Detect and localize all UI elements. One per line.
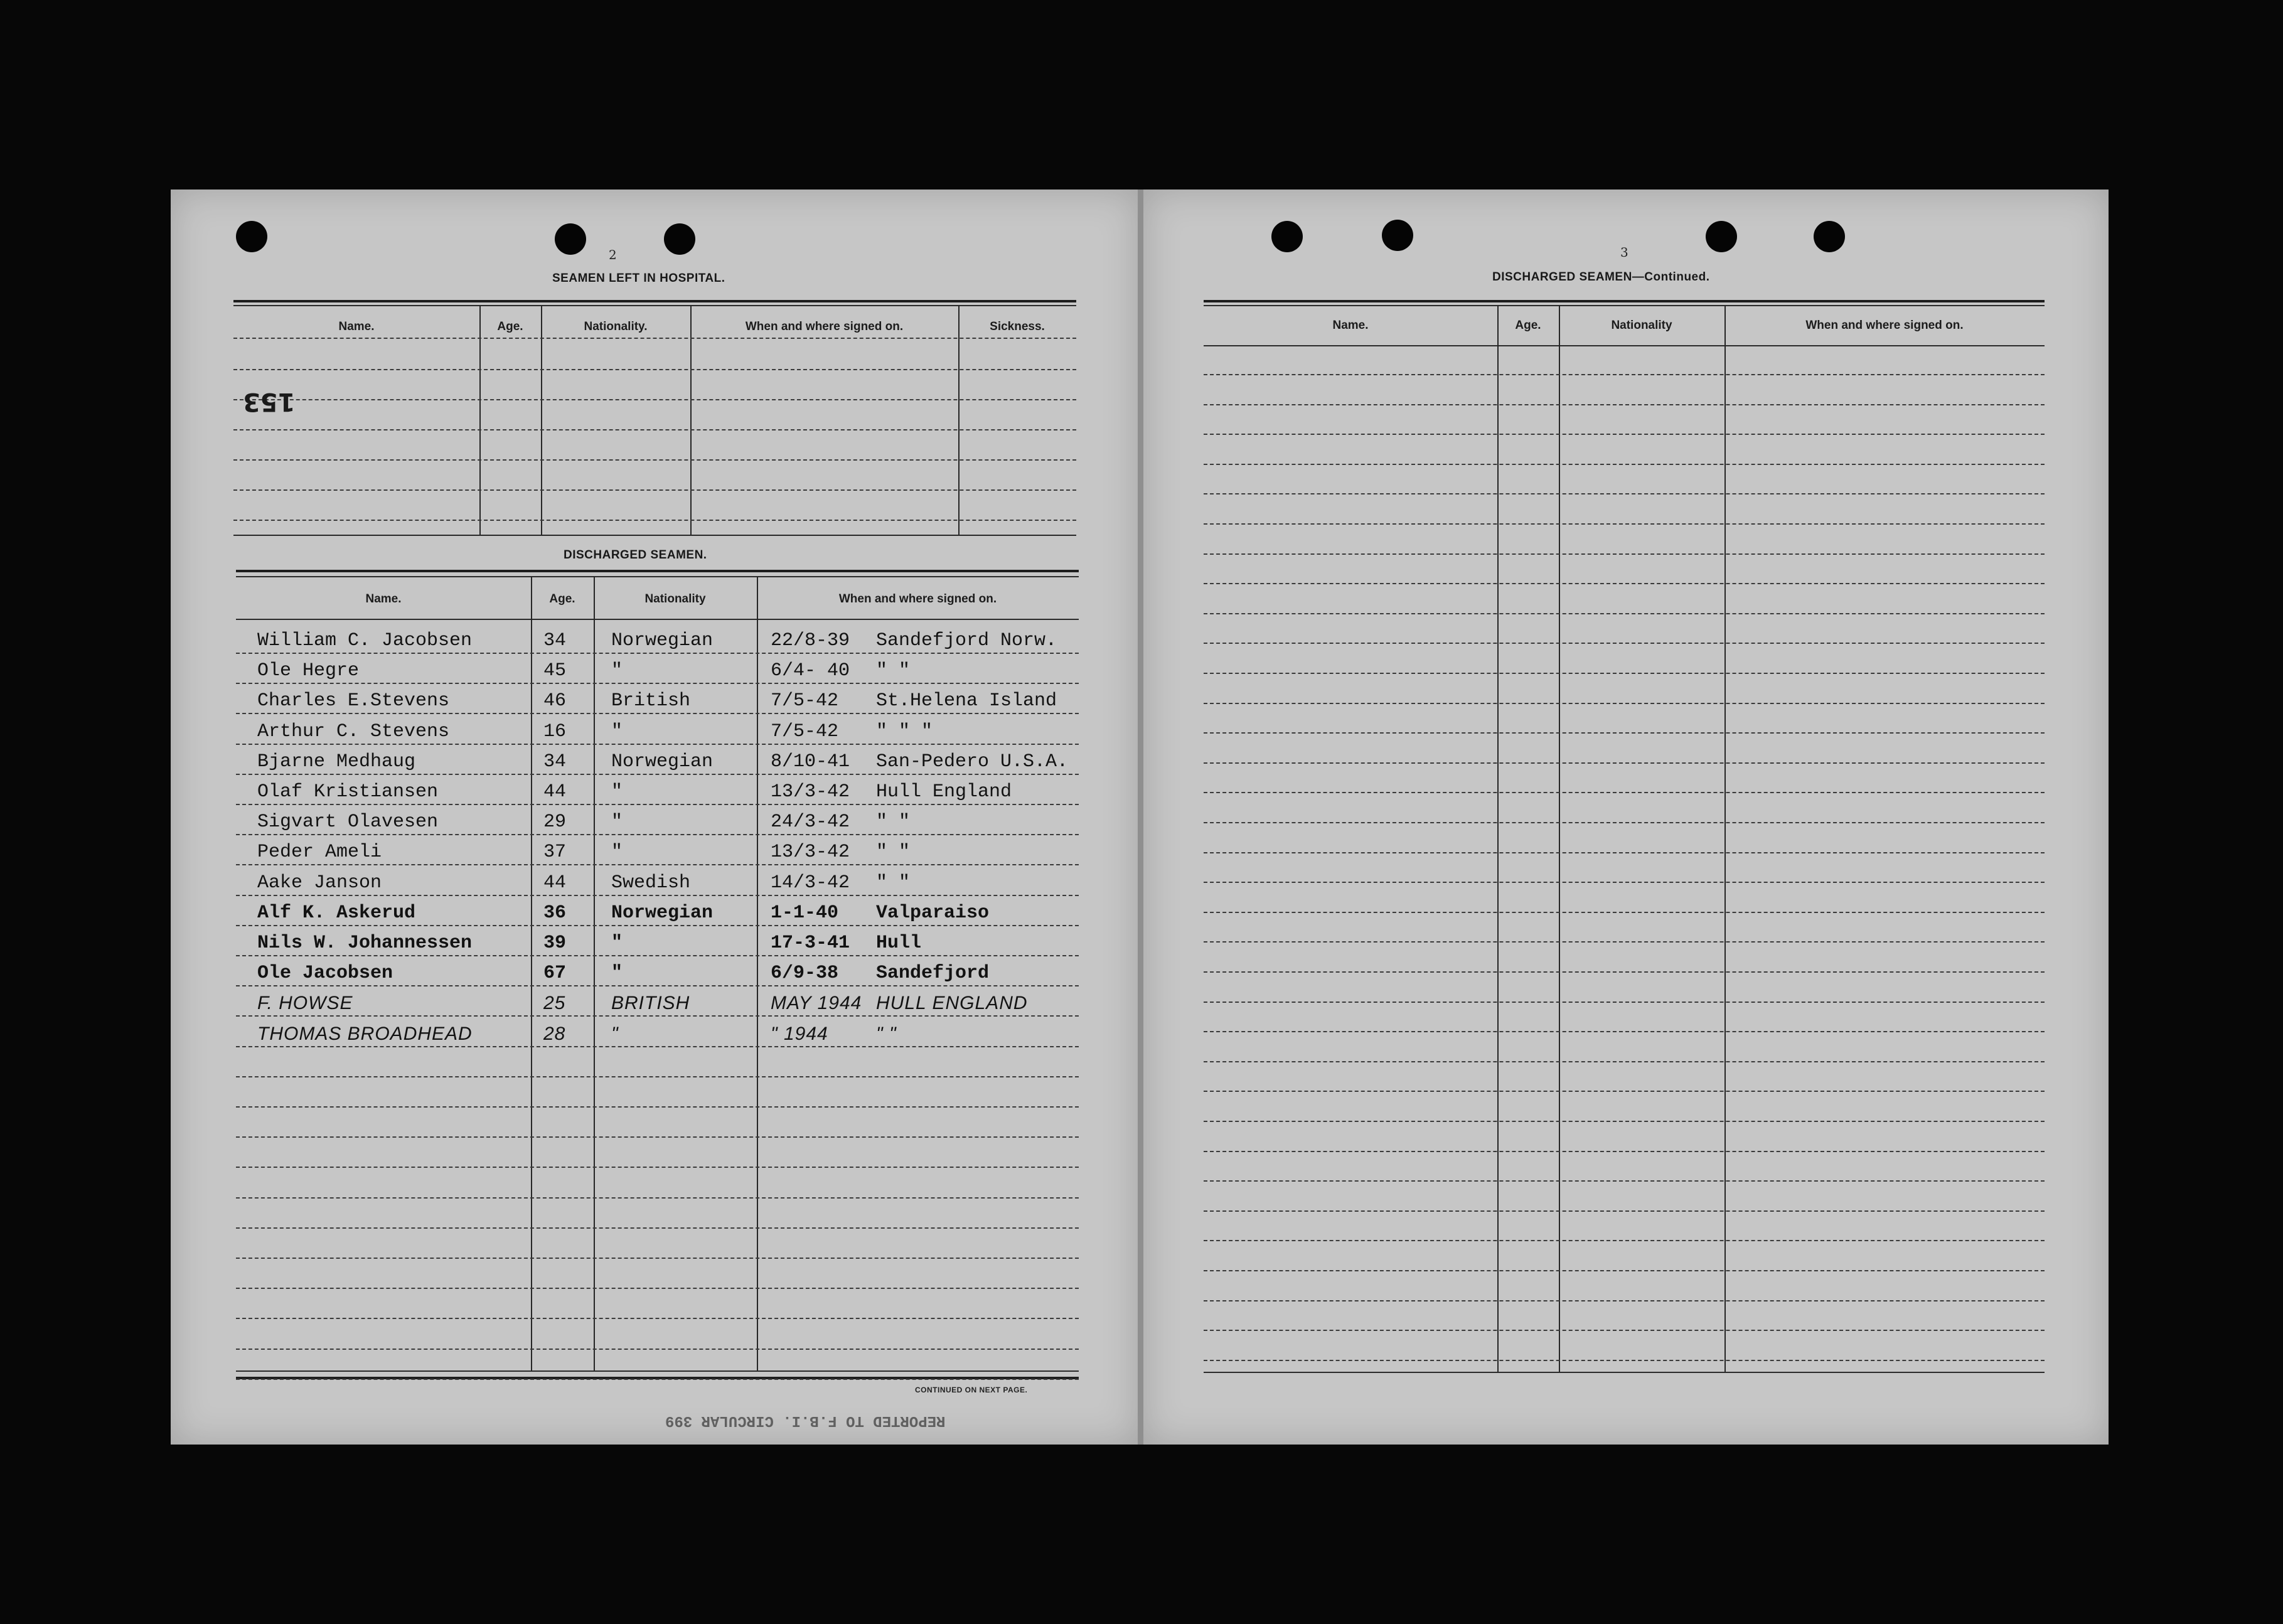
row-rule [1204, 792, 2045, 793]
seaman-name: William C. Jacobsen [257, 630, 473, 651]
row-rule [236, 1258, 1079, 1259]
signed-on-place: " " [876, 1023, 897, 1044]
col-header-sickness: Sickness. [990, 320, 1045, 333]
signed-on-date: 14/3-42 [771, 872, 850, 894]
row-rule [236, 925, 1079, 926]
seaman-nationality: " [611, 660, 623, 682]
row-rule [1204, 673, 2045, 674]
seaman-age: 34 [543, 751, 567, 772]
row-rule [1204, 1002, 2045, 1003]
signed-on-place: St.Helena Island [876, 690, 1057, 712]
col-header-nationality: Nationality [644, 592, 706, 606]
row-rule [1204, 732, 2045, 734]
seaman-nationality: Norwegian [611, 751, 714, 772]
row-rule [1204, 703, 2045, 704]
col-header-signed-on: When and where signed on. [1805, 319, 1964, 332]
seaman-age: 34 [543, 630, 567, 651]
punch-hole [664, 223, 695, 255]
row-rule [1204, 493, 2045, 494]
seaman-name: Peder Ameli [257, 841, 382, 863]
row-rule [236, 1379, 1079, 1380]
punch-hole [1814, 221, 1845, 252]
row-rule [236, 1076, 1079, 1077]
row-rule [1204, 971, 2045, 973]
row-rule [1204, 1121, 2045, 1122]
punch-hole [1271, 221, 1303, 252]
signed-on-date: 7/5-42 [771, 720, 839, 742]
row-rule [1204, 762, 2045, 764]
row-rule [236, 744, 1079, 745]
row-rule [236, 1227, 1079, 1229]
signed-on-place: " " [876, 811, 911, 833]
seaman-nationality: Norwegian [611, 630, 714, 651]
seaman-name: Sigvart Olavesen [257, 811, 439, 833]
seaman-age: 37 [543, 841, 567, 863]
row-rule [1204, 912, 2045, 913]
row-rule [236, 864, 1079, 865]
row-rule [236, 1288, 1079, 1289]
col-header-name: Name. [338, 320, 375, 333]
punch-hole [236, 221, 267, 252]
signed-on-place: " " [876, 660, 911, 682]
row-rule [1204, 1151, 2045, 1152]
signed-on-date: 24/3-42 [771, 811, 850, 833]
seaman-nationality: " [611, 841, 623, 863]
seaman-name: THOMAS BROADHEAD [257, 1023, 473, 1044]
signed-on-date: 17-3-41 [771, 932, 850, 954]
discharged-section-title: DISCHARGED SEAMEN. [564, 548, 707, 562]
seaman-age: 16 [543, 720, 567, 742]
signed-on-date: 13/3-42 [771, 841, 850, 863]
row-rule [1204, 613, 2045, 614]
row-rule [1204, 1300, 2045, 1301]
seaman-name: Ole Hegre [257, 660, 360, 682]
seaman-nationality: BRITISH [611, 993, 690, 1014]
signed-on-date: 8/10-41 [771, 751, 850, 772]
seaman-nationality: British [611, 690, 691, 712]
row-rule [236, 653, 1079, 654]
row-rule [1204, 1210, 2045, 1212]
row-rule [1204, 1180, 2045, 1182]
punch-hole [555, 223, 586, 255]
col-header-name: Name. [1332, 319, 1369, 332]
row-rule [236, 713, 1079, 714]
col-header-nationality: Nationality [1611, 319, 1672, 332]
row-rule [236, 1318, 1079, 1319]
row-rule [236, 1167, 1079, 1168]
signed-on-place: Hull [876, 932, 922, 954]
signed-on-date: 22/8-39 [771, 630, 850, 651]
row-rule [1204, 1330, 2045, 1331]
hospital-table [233, 300, 1076, 536]
signed-on-date: 13/3-42 [771, 781, 850, 803]
seaman-nationality: " [611, 811, 623, 833]
row-rule [236, 683, 1079, 684]
seaman-age: 36 [543, 902, 567, 924]
row-rule [1204, 464, 2045, 465]
col-header-name: Name. [365, 592, 402, 606]
row-rule [1204, 941, 2045, 943]
col-header-age: Age. [497, 320, 523, 333]
seaman-nationality: " [611, 932, 623, 954]
col-header-signed-on: When and where signed on. [838, 592, 997, 606]
row-rule [1204, 1360, 2045, 1361]
row-rule [1204, 882, 2045, 883]
seaman-age: 39 [543, 932, 567, 954]
punch-hole [1706, 221, 1737, 252]
row-rule [236, 955, 1079, 956]
seaman-nationality: " [611, 781, 623, 803]
seaman-name: Alf K. Askerud [257, 902, 416, 924]
page-number: 2 [609, 247, 617, 262]
row-rule [1204, 1031, 2045, 1032]
col-header-signed-on: When and where signed on. [745, 320, 904, 333]
row-rule [1204, 523, 2045, 525]
seaman-age: 29 [543, 811, 567, 833]
signed-on-place: " " [876, 872, 911, 894]
margin-mark: 153 [243, 387, 296, 416]
seaman-nationality: " [611, 963, 623, 985]
seaman-name: Aake Janson [257, 872, 382, 894]
continued-note: CONTINUED ON NEXT PAGE. [915, 1386, 1028, 1394]
row-rule [236, 1136, 1079, 1138]
seaman-age: 44 [543, 872, 567, 894]
row-rule [1204, 583, 2045, 584]
seaman-name: Arthur C. Stevens [257, 720, 450, 742]
row-rule [1204, 1091, 2045, 1092]
row-rule [1204, 434, 2045, 435]
seaman-name: Bjarne Medhaug [257, 751, 416, 772]
row-rule [236, 1015, 1079, 1017]
signed-on-place: " " [876, 841, 911, 863]
row-rule [236, 1349, 1079, 1350]
signed-on-place: Valparaiso [876, 902, 990, 924]
signed-on-date: 6/4- 40 [771, 660, 850, 682]
discharged-table [236, 570, 1079, 1382]
seaman-name: F. HOWSE [257, 993, 353, 1014]
row-rule [236, 804, 1079, 805]
row-rule [1204, 1240, 2045, 1241]
discharged-continued-table [1204, 300, 2045, 1373]
row-rule [236, 834, 1079, 835]
signed-on-place: Sandefjord [876, 963, 990, 985]
seaman-age: 28 [543, 1023, 566, 1044]
signed-on-place: " " " [876, 720, 933, 742]
signed-on-place: Hull England [876, 781, 1012, 803]
col-header-age: Age. [1515, 319, 1541, 332]
signed-on-date: MAY 1944 [771, 993, 862, 1014]
signed-on-date: 6/9-38 [771, 963, 839, 985]
page-number: 3 [1620, 245, 1628, 260]
row-rule [236, 1046, 1079, 1047]
signed-on-date: 1-1-40 [771, 902, 839, 924]
seaman-nationality: " [611, 1023, 619, 1044]
right-page [1143, 190, 2109, 1445]
seaman-nationality: Swedish [611, 872, 691, 894]
row-rule [236, 774, 1079, 775]
seaman-name: Nils W. Johannessen [257, 932, 473, 954]
row-rule [1204, 374, 2045, 375]
seaman-age: 44 [543, 781, 567, 803]
punch-hole [1382, 220, 1413, 251]
row-rule [236, 1106, 1079, 1108]
signed-on-date: " 1944 [771, 1023, 828, 1044]
stamp-impression: REPORTED TO F.B.I. CIRCULAR 399 [665, 1412, 946, 1429]
seaman-name: Ole Jacobsen [257, 963, 393, 985]
seaman-name: Charles E.Stevens [257, 690, 450, 712]
seaman-age: 45 [543, 660, 567, 682]
continued-section-title: DISCHARGED SEAMEN—Continued. [1492, 270, 1710, 284]
row-rule [1204, 822, 2045, 823]
row-rule [1204, 553, 2045, 555]
seaman-age: 67 [543, 963, 567, 985]
row-rule [1204, 1061, 2045, 1062]
row-rule [1204, 404, 2045, 405]
signed-on-place: HULL ENGLAND [876, 993, 1028, 1014]
seaman-age: 46 [543, 690, 567, 712]
seaman-age: 25 [543, 993, 566, 1014]
signed-on-place: San-Pedero U.S.A. [876, 751, 1069, 772]
row-rule [1204, 643, 2045, 644]
seaman-nationality: Norwegian [611, 902, 714, 924]
row-rule [236, 985, 1079, 986]
signed-on-place: Sandefjord Norw. [876, 630, 1057, 651]
signed-on-date: 7/5-42 [771, 690, 839, 712]
row-rule [1204, 852, 2045, 853]
row-rule [236, 895, 1079, 896]
row-rule [236, 1197, 1079, 1199]
col-header-nationality: Nationality. [584, 320, 648, 333]
col-header-age: Age. [549, 592, 575, 606]
hospital-section-title: SEAMEN LEFT IN HOSPITAL. [552, 272, 725, 285]
seaman-name: Olaf Kristiansen [257, 781, 439, 803]
seaman-nationality: " [611, 720, 623, 742]
row-rule [1204, 1270, 2045, 1271]
left-page [171, 190, 1139, 1445]
